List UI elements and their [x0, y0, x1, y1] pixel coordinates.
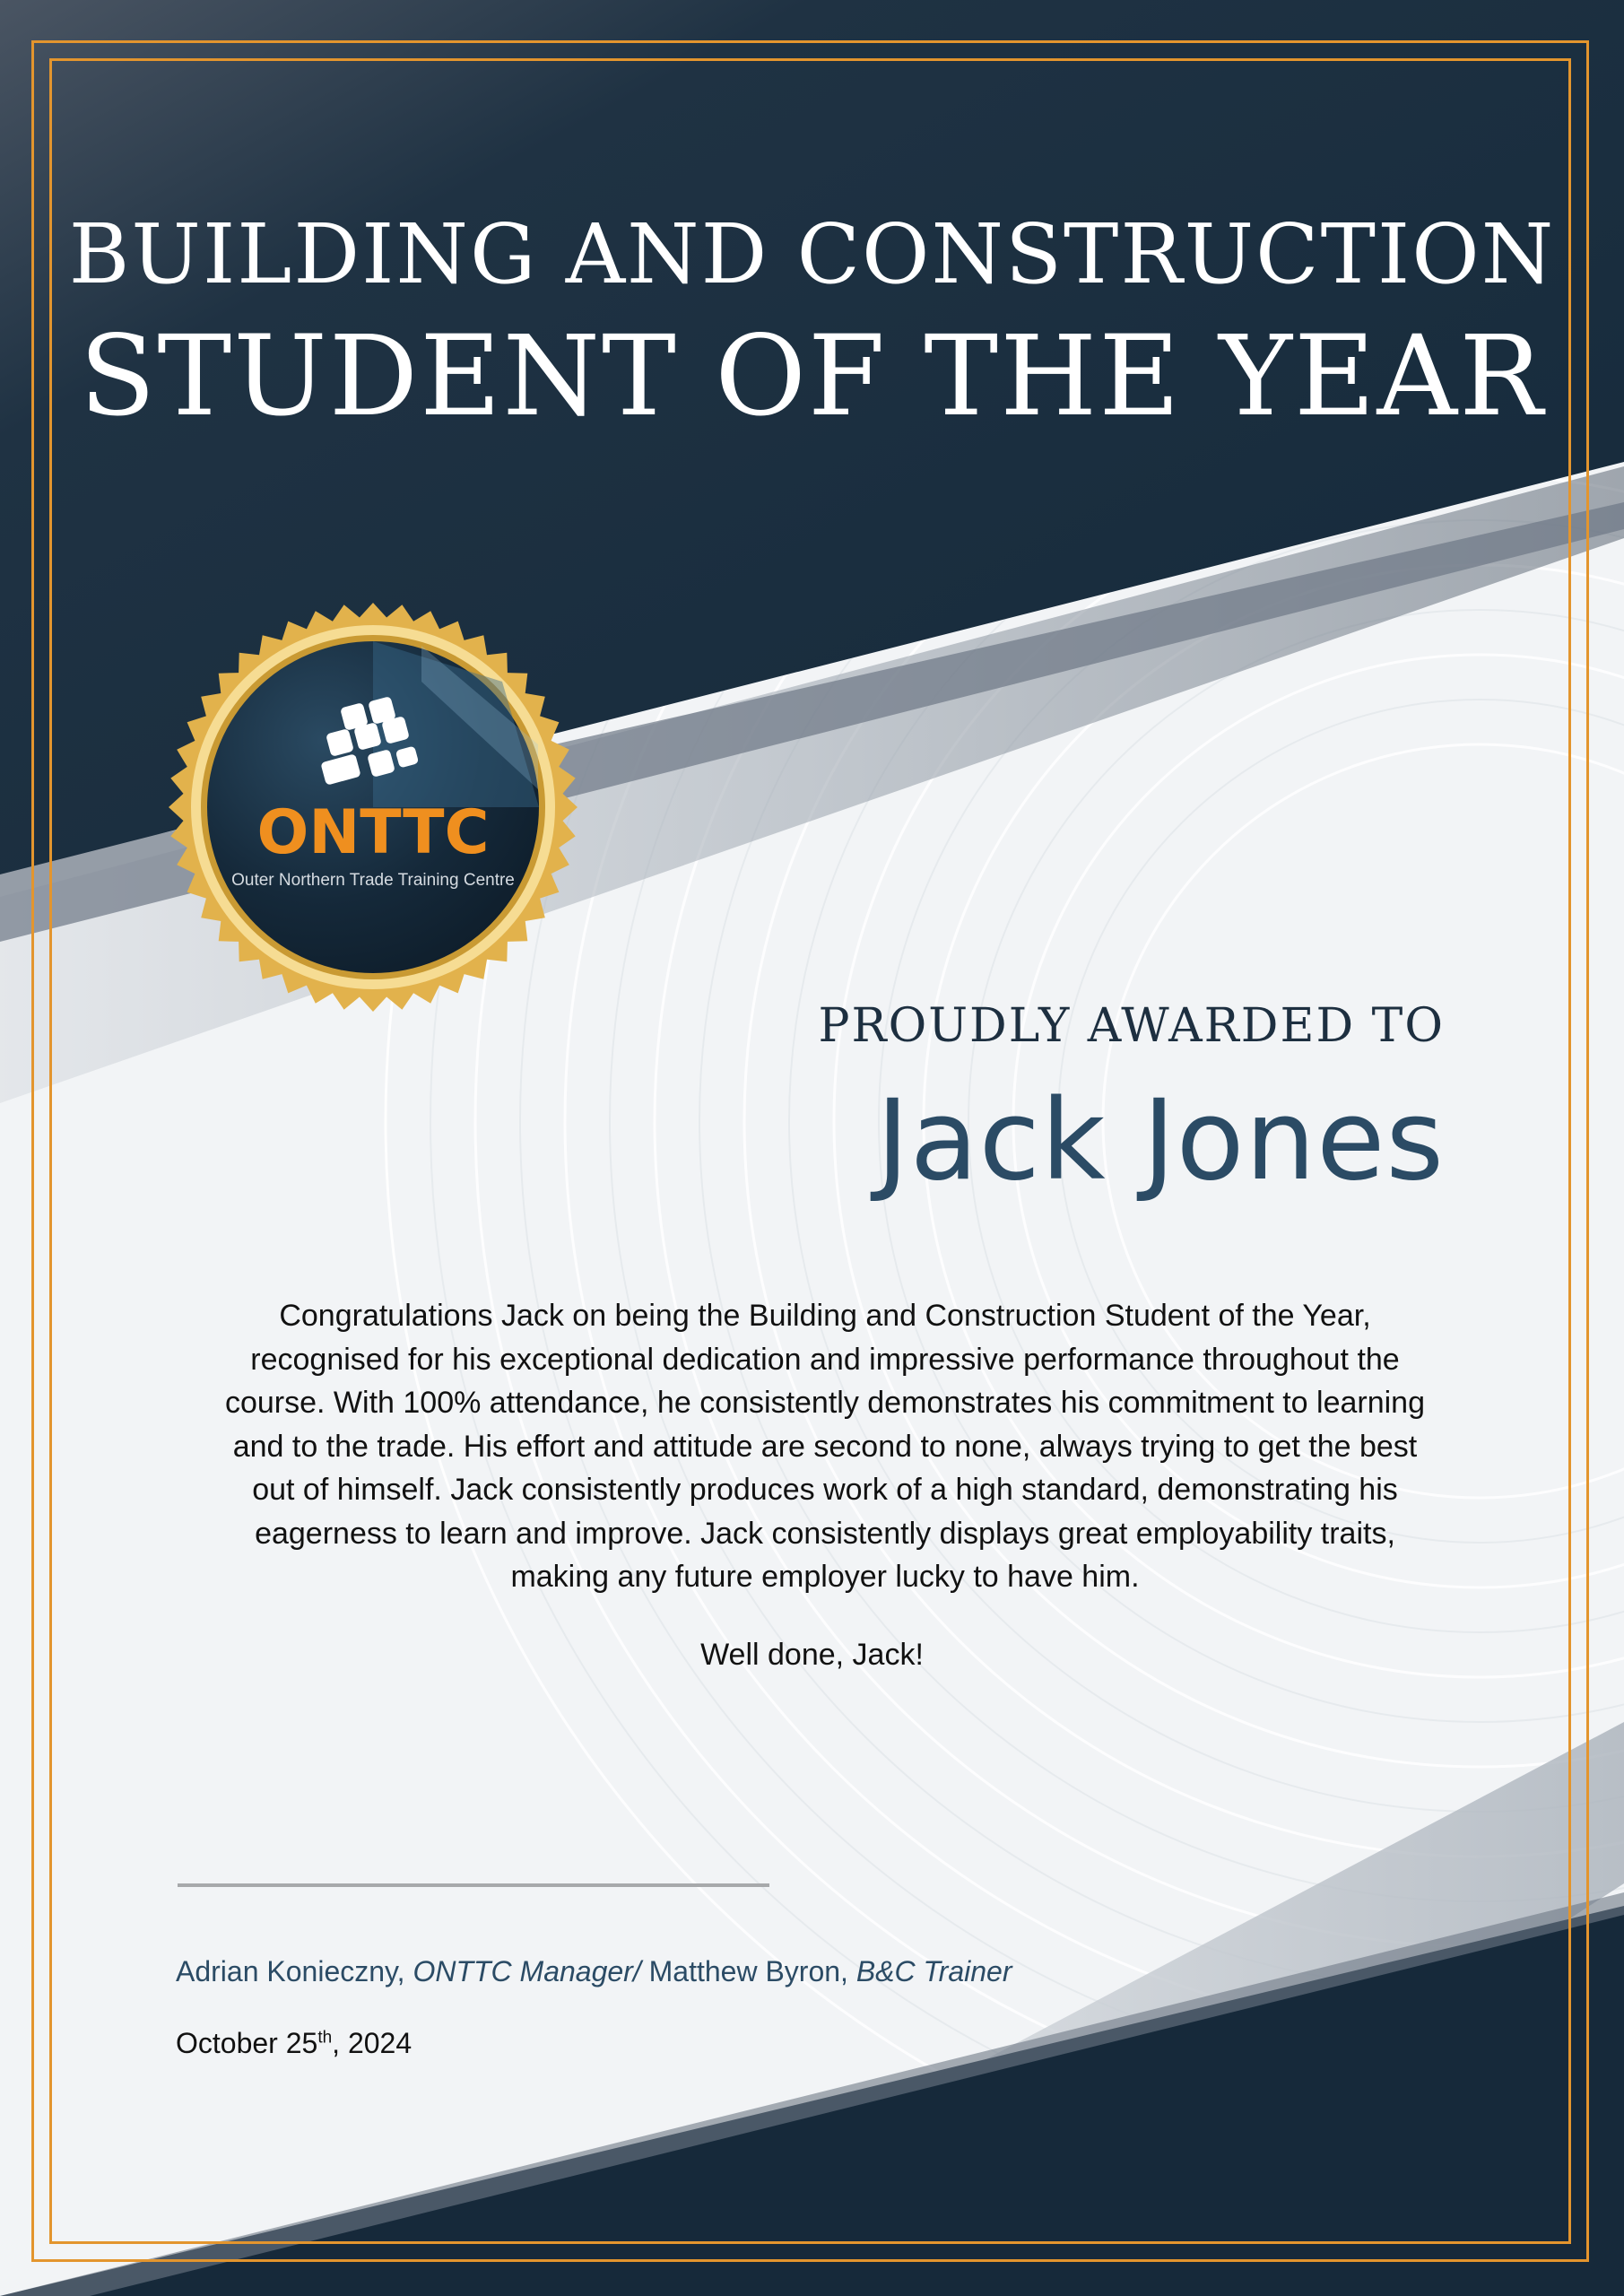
certificate-date [176, 2029, 412, 2057]
citation-line: course. With 100% attendance, he consistently demonstrates his commitment to learning [224, 1386, 1425, 1420]
date-year: , 2024 [332, 2027, 413, 2059]
seal-brand-name: ONTTC [256, 797, 490, 868]
date-month-day: October 25 [176, 2027, 318, 2059]
signatories [176, 1957, 1012, 1986]
citation-line: recognised for his exceptional dedication and impressive performance throughout the [250, 1342, 1400, 1377]
certificate-title-line-1: BUILDING AND CONSTRUCTION [68, 206, 1556, 302]
citation-line: making any future employer lucky to have him. [510, 1560, 1140, 1594]
seal-tagline: Outer Northern Trade Training Centre [231, 871, 515, 890]
citation-line: and to the trade. His effort and attitude are second to none, always trying to get the best [232, 1429, 1418, 1464]
certificate-title-line-2: STUDENT OF THE YEAR [79, 312, 1545, 441]
signature-line [178, 1883, 769, 1887]
recipient-name: Jack Jones [876, 1076, 1445, 1205]
citation-line: eagerness to learn and improve. Jack consistently displays great employability traits, [255, 1516, 1395, 1551]
citation-line: Congratulations Jack on being the Building and Construction Student of the Year, [279, 1299, 1371, 1333]
citation-line: out of himself. Jack consistently produces work of a high standard, demonstrating his [252, 1473, 1398, 1507]
signatory-name-1: Adrian Konieczny, [176, 1955, 413, 1987]
citation-text [170, 1294, 1480, 1599]
date-ordinal-suffix: th [317, 2028, 333, 2048]
signatory-name-2: Matthew Byron, [640, 1955, 856, 1987]
signatory-role-1: ONTTC Manager/ [413, 1955, 641, 1987]
closing-remark: Well done, Jack! [700, 1638, 924, 1672]
signatory-role-2: B&C Trainer [855, 1955, 1012, 1987]
awarded-to-label: PROUDLY AWARDED TO [818, 999, 1445, 1053]
